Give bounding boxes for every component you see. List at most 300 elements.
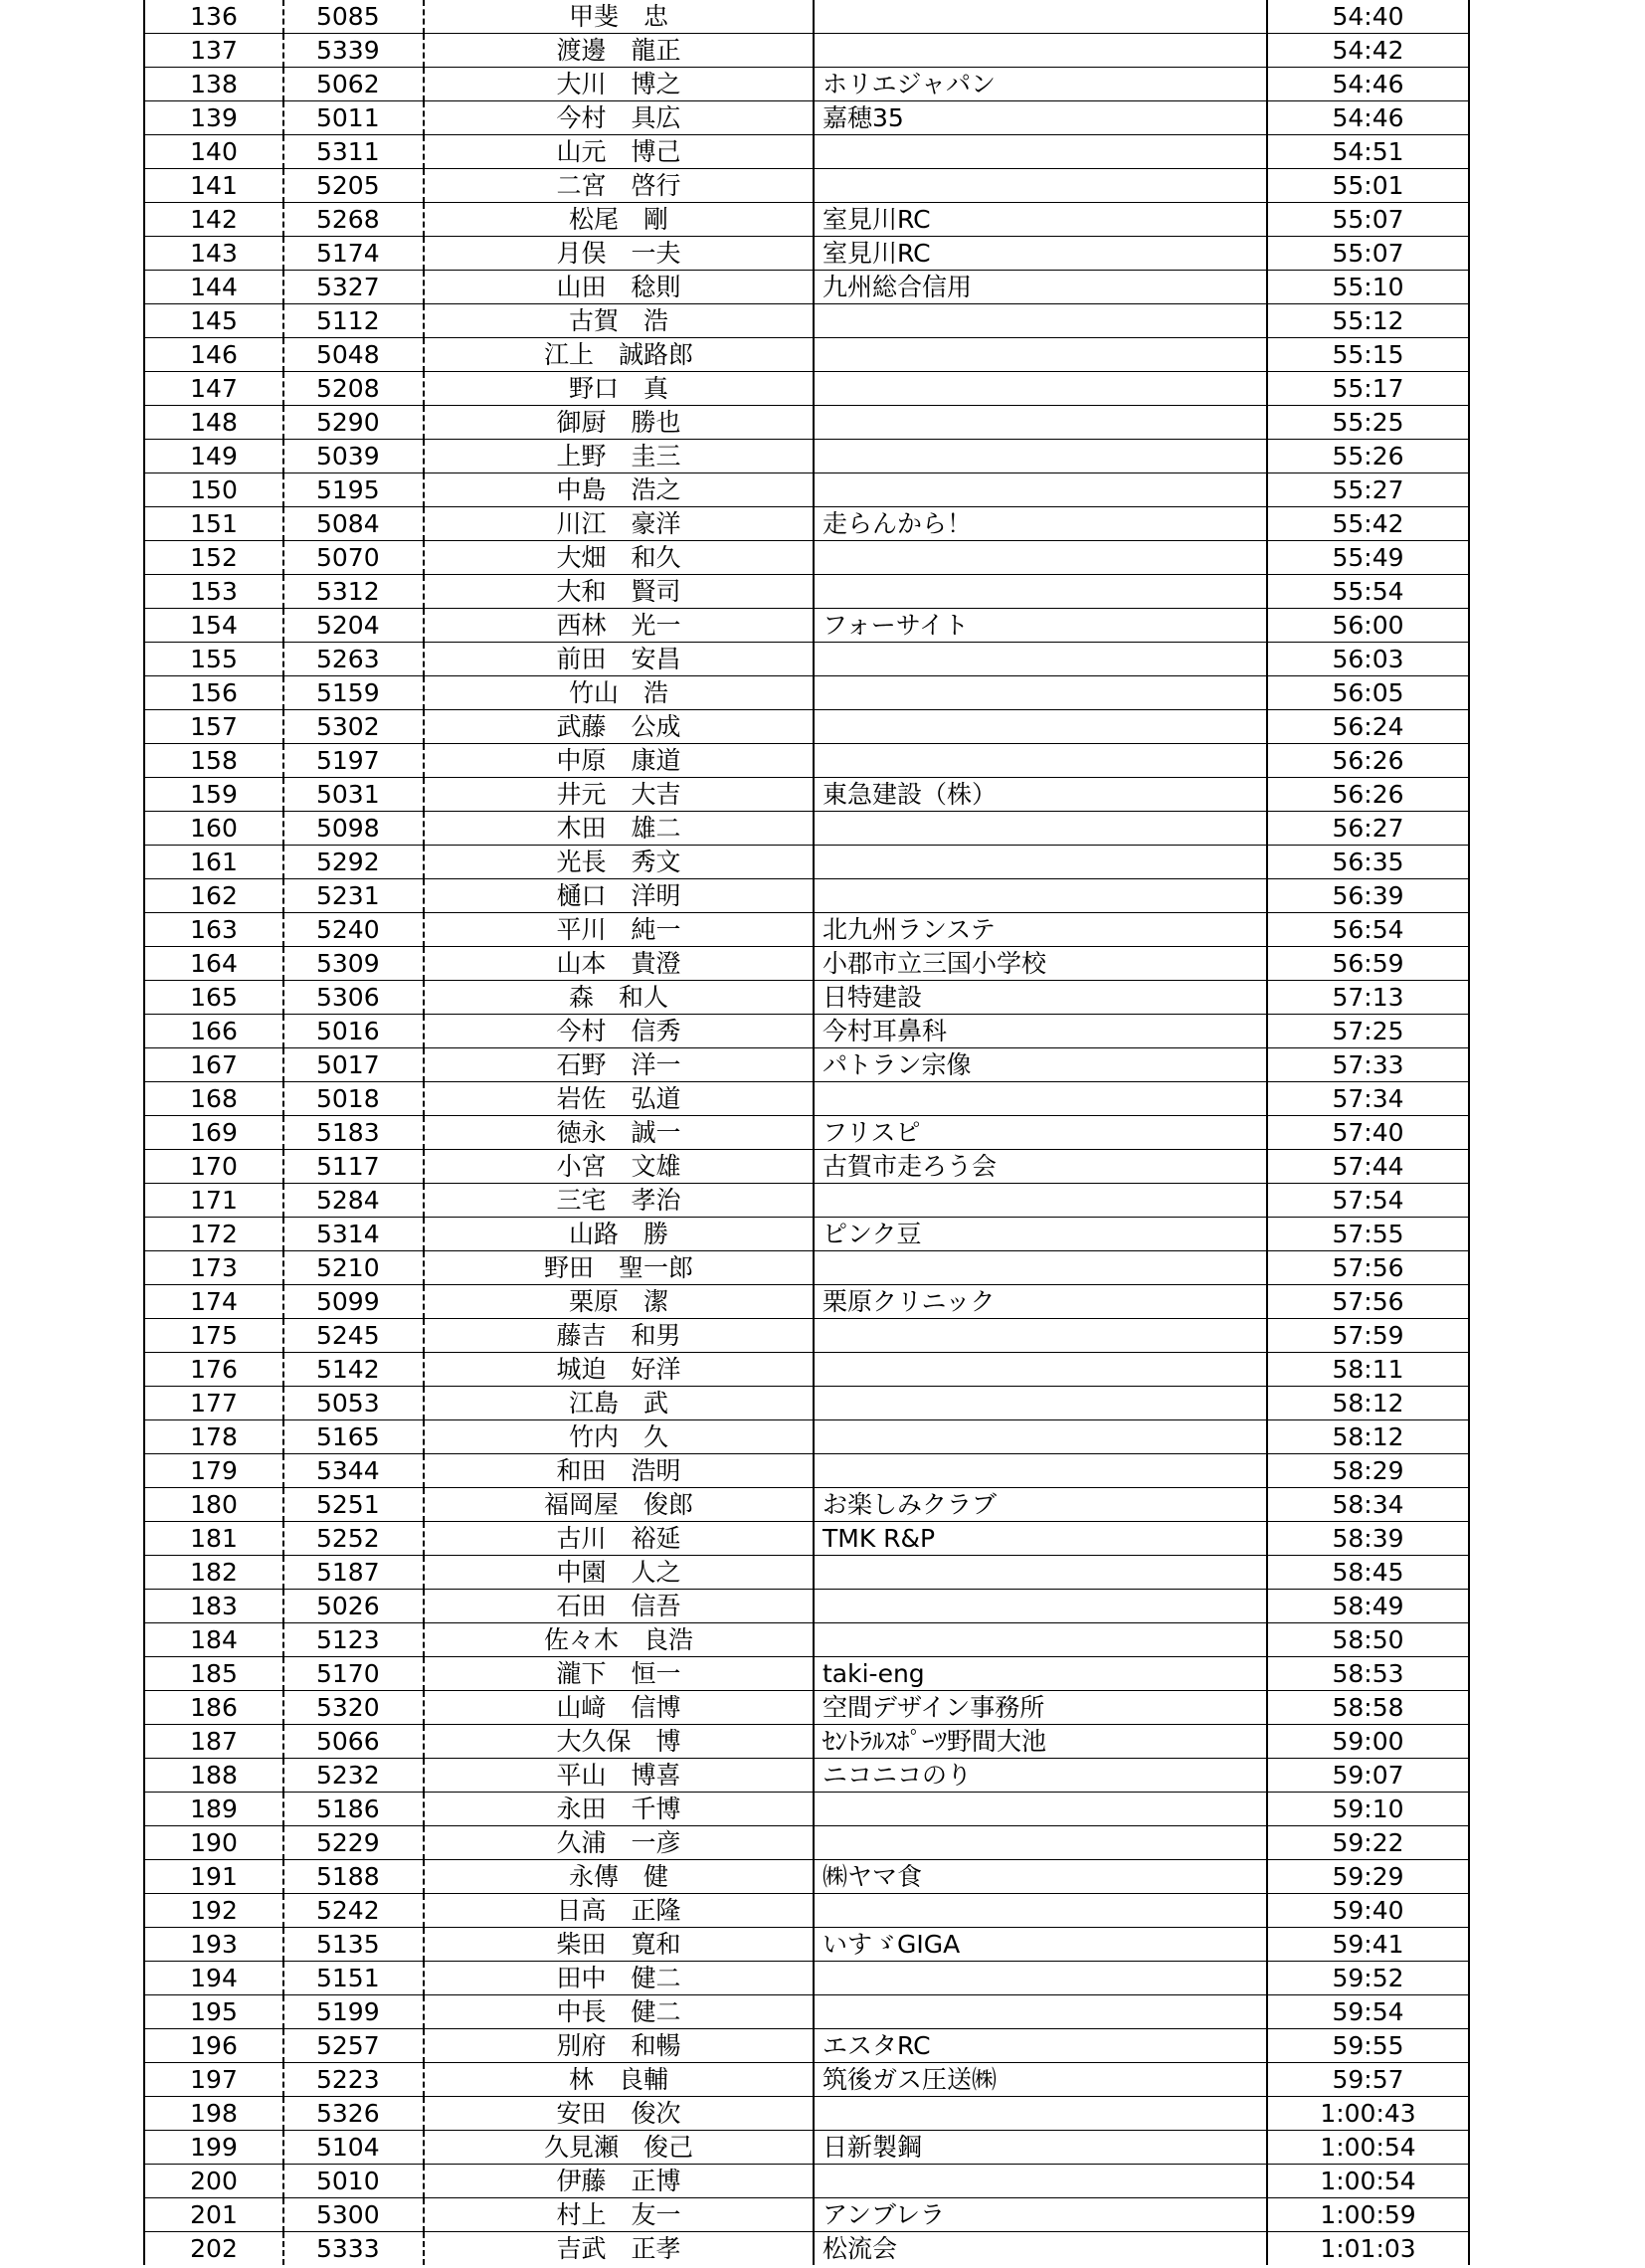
team-cell [814, 676, 1267, 710]
bib-cell: 5339 [283, 34, 424, 68]
table-row [144, 68, 1469, 101]
place-cell: 142 [144, 203, 283, 237]
place-cell: 153 [144, 575, 283, 609]
team-cell [814, 1353, 1267, 1387]
place-cell: 190 [144, 1826, 283, 1860]
table-row [144, 1826, 1469, 1860]
table-row [144, 676, 1469, 710]
bib-cell: 5062 [283, 68, 424, 101]
place-cell: 143 [144, 237, 283, 271]
name-cell: 山﨑 信博 [424, 1691, 814, 1725]
team-cell [814, 406, 1267, 440]
place-cell: 173 [144, 1251, 283, 1285]
table-row [144, 203, 1469, 237]
team-cell [814, 338, 1267, 372]
name-cell: 月俣 一夫 [424, 237, 814, 271]
time-cell: 55:26 [1267, 440, 1469, 473]
name-cell: 佐々木 良浩 [424, 1623, 814, 1657]
place-cell: 186 [144, 1691, 283, 1725]
bib-cell: 5174 [283, 237, 424, 271]
bib-cell: 5309 [283, 947, 424, 981]
name-cell: 上野 圭三 [424, 440, 814, 473]
time-cell: 58:45 [1267, 1556, 1469, 1590]
place-cell: 200 [144, 2165, 283, 2198]
place-cell: 191 [144, 1860, 283, 1894]
table-row [144, 947, 1469, 981]
place-cell: 165 [144, 981, 283, 1015]
bib-cell: 5053 [283, 1387, 424, 1420]
place-cell: 172 [144, 1218, 283, 1251]
name-cell: 福岡屋 俊郎 [424, 1488, 814, 1522]
table-row [144, 1928, 1469, 1962]
table-row [144, 440, 1469, 473]
place-cell: 159 [144, 778, 283, 812]
time-cell: 54:40 [1267, 0, 1469, 34]
team-cell: 松流会 [814, 2232, 1267, 2266]
table-row [144, 778, 1469, 812]
place-cell: 141 [144, 169, 283, 203]
team-cell [814, 846, 1267, 879]
team-cell [814, 710, 1267, 744]
team-cell [814, 440, 1267, 473]
name-cell: 田中 健二 [424, 1962, 814, 1995]
bib-cell: 5314 [283, 1218, 424, 1251]
team-cell [814, 372, 1267, 406]
time-cell: 56:00 [1267, 609, 1469, 643]
name-cell: 吉武 正孝 [424, 2232, 814, 2266]
table-row [144, 1793, 1469, 1826]
time-cell: 56:27 [1267, 812, 1469, 846]
table-row [144, 643, 1469, 676]
team-cell [814, 575, 1267, 609]
team-cell [814, 34, 1267, 68]
table-row [144, 1251, 1469, 1285]
name-cell: 前田 安昌 [424, 643, 814, 676]
name-cell: 平川 純一 [424, 913, 814, 947]
name-cell: 江上 誠路郎 [424, 338, 814, 372]
bib-cell: 5066 [283, 1725, 424, 1759]
table-row [144, 507, 1469, 541]
table-row [144, 846, 1469, 879]
time-cell: 58:53 [1267, 1657, 1469, 1691]
time-cell: 55:27 [1267, 473, 1469, 507]
bib-cell: 5104 [283, 2131, 424, 2165]
table-row [144, 1082, 1469, 1116]
team-cell: 九州総合信用 [814, 271, 1267, 304]
table-row [144, 338, 1469, 372]
bib-cell: 5263 [283, 643, 424, 676]
team-cell [814, 1387, 1267, 1420]
place-cell: 160 [144, 812, 283, 846]
bib-cell: 5098 [283, 812, 424, 846]
team-cell [814, 1251, 1267, 1285]
time-cell: 57:59 [1267, 1319, 1469, 1353]
bib-cell: 5197 [283, 744, 424, 778]
name-cell: 西林 光一 [424, 609, 814, 643]
place-cell: 187 [144, 1725, 283, 1759]
team-cell: 室見川RC [814, 237, 1267, 271]
bib-cell: 5117 [283, 1150, 424, 1184]
time-cell: 55:54 [1267, 575, 1469, 609]
table-row [144, 1657, 1469, 1691]
name-cell: 渡邊 龍正 [424, 34, 814, 68]
time-cell: 54:51 [1267, 135, 1469, 169]
team-cell: フリスピ [814, 1116, 1267, 1150]
name-cell: 永傳 健 [424, 1860, 814, 1894]
team-cell [814, 1184, 1267, 1218]
time-cell: 58:11 [1267, 1353, 1469, 1387]
time-cell: 55:10 [1267, 271, 1469, 304]
team-cell: 北九州ランステ [814, 913, 1267, 947]
bib-cell: 5151 [283, 1962, 424, 1995]
time-cell: 59:07 [1267, 1759, 1469, 1793]
place-cell: 139 [144, 101, 283, 135]
name-cell: 久浦 一彦 [424, 1826, 814, 1860]
place-cell: 150 [144, 473, 283, 507]
place-cell: 184 [144, 1623, 283, 1657]
bib-cell: 5232 [283, 1759, 424, 1793]
bib-cell: 5187 [283, 1556, 424, 1590]
bib-cell: 5195 [283, 473, 424, 507]
bib-cell: 5326 [283, 2097, 424, 2131]
time-cell: 1:00:54 [1267, 2131, 1469, 2165]
name-cell: 山路 勝 [424, 1218, 814, 1251]
place-cell: 185 [144, 1657, 283, 1691]
time-cell: 57:44 [1267, 1150, 1469, 1184]
name-cell: 大和 賢司 [424, 575, 814, 609]
name-cell: 中原 康道 [424, 744, 814, 778]
name-cell: 中長 健二 [424, 1995, 814, 2029]
table-row [144, 710, 1469, 744]
table-row [144, 1759, 1469, 1793]
bib-cell: 5135 [283, 1928, 424, 1962]
name-cell: 古川 裕延 [424, 1522, 814, 1556]
place-cell: 183 [144, 1590, 283, 1623]
bib-cell: 5112 [283, 304, 424, 338]
team-cell [814, 473, 1267, 507]
table-row [144, 237, 1469, 271]
name-cell: 樋口 洋明 [424, 879, 814, 913]
team-cell [814, 1623, 1267, 1657]
table-row [144, 1725, 1469, 1759]
name-cell: 甲斐 忠 [424, 0, 814, 34]
team-cell: お楽しみクラブ [814, 1488, 1267, 1522]
name-cell: 竹内 久 [424, 1420, 814, 1454]
name-cell: 古賀 浩 [424, 304, 814, 338]
table-row [144, 1623, 1469, 1657]
time-cell: 55:49 [1267, 541, 1469, 575]
table-row [144, 2165, 1469, 2198]
name-cell: 栗原 潔 [424, 1285, 814, 1319]
time-cell: 59:29 [1267, 1860, 1469, 1894]
bib-cell: 5039 [283, 440, 424, 473]
place-cell: 178 [144, 1420, 283, 1454]
name-cell: 瀧下 恒一 [424, 1657, 814, 1691]
table-row [144, 1218, 1469, 1251]
place-cell: 138 [144, 68, 283, 101]
team-cell: ホリエジャパン [814, 68, 1267, 101]
name-cell: 江島 武 [424, 1387, 814, 1420]
time-cell: 55:01 [1267, 169, 1469, 203]
table-row [144, 1387, 1469, 1420]
place-cell: 162 [144, 879, 283, 913]
place-cell: 148 [144, 406, 283, 440]
time-cell: 58:34 [1267, 1488, 1469, 1522]
name-cell: 伊藤 正博 [424, 2165, 814, 2198]
time-cell: 58:12 [1267, 1387, 1469, 1420]
name-cell: 平山 博喜 [424, 1759, 814, 1793]
team-cell [814, 744, 1267, 778]
name-cell: 石野 洋一 [424, 1048, 814, 1082]
bib-cell: 5010 [283, 2165, 424, 2198]
name-cell: 林 良輔 [424, 2063, 814, 2097]
time-cell: 57:56 [1267, 1285, 1469, 1319]
table-row [144, 1015, 1469, 1048]
place-cell: 179 [144, 1454, 283, 1488]
team-cell [814, 643, 1267, 676]
table-row [144, 2198, 1469, 2232]
time-cell: 58:58 [1267, 1691, 1469, 1725]
table-row [144, 1860, 1469, 1894]
name-cell: 中園 人之 [424, 1556, 814, 1590]
table-row [144, 879, 1469, 913]
time-cell: 57:25 [1267, 1015, 1469, 1048]
bib-cell: 5204 [283, 609, 424, 643]
time-cell: 59:10 [1267, 1793, 1469, 1826]
name-cell: 山本 貴澄 [424, 947, 814, 981]
time-cell: 57:34 [1267, 1082, 1469, 1116]
place-cell: 192 [144, 1894, 283, 1928]
team-cell [814, 135, 1267, 169]
time-cell: 56:26 [1267, 744, 1469, 778]
name-cell: 竹山 浩 [424, 676, 814, 710]
team-cell: TMK R&P [814, 1522, 1267, 1556]
place-cell: 188 [144, 1759, 283, 1793]
table-row [144, 812, 1469, 846]
team-cell: 日新製鋼 [814, 2131, 1267, 2165]
team-cell: 走らんから！ [814, 507, 1267, 541]
time-cell: 59:22 [1267, 1826, 1469, 1860]
bib-cell: 5223 [283, 2063, 424, 2097]
name-cell: 岩佐 弘道 [424, 1082, 814, 1116]
place-cell: 175 [144, 1319, 283, 1353]
bib-cell: 5165 [283, 1420, 424, 1454]
name-cell: 川江 豪洋 [424, 507, 814, 541]
place-cell: 171 [144, 1184, 283, 1218]
time-cell: 58:29 [1267, 1454, 1469, 1488]
bib-cell: 5306 [283, 981, 424, 1015]
bib-cell: 5048 [283, 338, 424, 372]
bib-cell: 5188 [283, 1860, 424, 1894]
place-cell: 198 [144, 2097, 283, 2131]
time-cell: 57:54 [1267, 1184, 1469, 1218]
team-cell: いすゞGIGA [814, 1928, 1267, 1962]
name-cell: 柴田 寛和 [424, 1928, 814, 1962]
bib-cell: 5018 [283, 1082, 424, 1116]
team-cell [814, 1420, 1267, 1454]
table-row [144, 1150, 1469, 1184]
bib-cell: 5123 [283, 1623, 424, 1657]
table-row [144, 473, 1469, 507]
team-cell: 栗原クリニック [814, 1285, 1267, 1319]
name-cell: 久見瀬 俊己 [424, 2131, 814, 2165]
team-cell: taki-eng [814, 1657, 1267, 1691]
bib-cell: 5302 [283, 710, 424, 744]
time-cell: 58:39 [1267, 1522, 1469, 1556]
place-cell: 164 [144, 947, 283, 981]
team-cell [814, 1962, 1267, 1995]
time-cell: 59:57 [1267, 2063, 1469, 2097]
place-cell: 194 [144, 1962, 283, 1995]
time-cell: 54:46 [1267, 101, 1469, 135]
table-row [144, 2029, 1469, 2063]
name-cell: 大久保 博 [424, 1725, 814, 1759]
table-row [144, 2232, 1469, 2266]
time-cell: 57:55 [1267, 1218, 1469, 1251]
name-cell: 小宮 文雄 [424, 1150, 814, 1184]
place-cell: 189 [144, 1793, 283, 1826]
table-row [144, 1894, 1469, 1928]
bib-cell: 5327 [283, 271, 424, 304]
time-cell: 55:25 [1267, 406, 1469, 440]
time-cell: 58:12 [1267, 1420, 1469, 1454]
table-row [144, 981, 1469, 1015]
time-cell: 56:05 [1267, 676, 1469, 710]
team-cell [814, 1826, 1267, 1860]
place-cell: 161 [144, 846, 283, 879]
time-cell: 56:26 [1267, 778, 1469, 812]
time-cell: 59:54 [1267, 1995, 1469, 2029]
bib-cell: 5085 [283, 0, 424, 34]
place-cell: 152 [144, 541, 283, 575]
time-cell: 56:39 [1267, 879, 1469, 913]
name-cell: 和田 浩明 [424, 1454, 814, 1488]
name-cell: 野田 聖一郎 [424, 1251, 814, 1285]
team-cell [814, 1082, 1267, 1116]
team-cell [814, 2165, 1267, 2198]
time-cell: 56:59 [1267, 947, 1469, 981]
team-cell [814, 304, 1267, 338]
table-row [144, 1454, 1469, 1488]
place-cell: 196 [144, 2029, 283, 2063]
time-cell: 54:42 [1267, 34, 1469, 68]
team-cell: ピンク豆 [814, 1218, 1267, 1251]
bib-cell: 5252 [283, 1522, 424, 1556]
bib-cell: 5070 [283, 541, 424, 575]
team-cell: 空間デザイン事務所 [814, 1691, 1267, 1725]
name-cell: 森 和人 [424, 981, 814, 1015]
place-cell: 163 [144, 913, 283, 947]
team-cell [814, 1590, 1267, 1623]
place-cell: 166 [144, 1015, 283, 1048]
bib-cell: 5242 [283, 1894, 424, 1928]
table-row [144, 2131, 1469, 2165]
team-cell [814, 1793, 1267, 1826]
team-cell [814, 541, 1267, 575]
table-row [144, 271, 1469, 304]
place-cell: 174 [144, 1285, 283, 1319]
table-row [144, 169, 1469, 203]
team-cell [814, 1319, 1267, 1353]
time-cell: 55:17 [1267, 372, 1469, 406]
bib-cell: 5017 [283, 1048, 424, 1082]
table-row [144, 135, 1469, 169]
team-cell [814, 812, 1267, 846]
team-cell: アンブレラ [814, 2198, 1267, 2232]
time-cell: 55:12 [1267, 304, 1469, 338]
time-cell: 1:00:59 [1267, 2198, 1469, 2232]
place-cell: 201 [144, 2198, 283, 2232]
place-cell: 158 [144, 744, 283, 778]
bib-cell: 5229 [283, 1826, 424, 1860]
place-cell: 167 [144, 1048, 283, 1082]
place-cell: 136 [144, 0, 283, 34]
bib-cell: 5199 [283, 1995, 424, 2029]
place-cell: 169 [144, 1116, 283, 1150]
table-row [144, 1116, 1469, 1150]
place-cell: 157 [144, 710, 283, 744]
table-row [144, 1995, 1469, 2029]
place-cell: 195 [144, 1995, 283, 2029]
team-cell [814, 1454, 1267, 1488]
time-cell: 56:03 [1267, 643, 1469, 676]
table-row [144, 744, 1469, 778]
bib-cell: 5257 [283, 2029, 424, 2063]
name-cell: 別府 和暢 [424, 2029, 814, 2063]
table-row [144, 2097, 1469, 2131]
name-cell: 今村 信秀 [424, 1015, 814, 1048]
name-cell: 大畑 和久 [424, 541, 814, 575]
place-cell: 145 [144, 304, 283, 338]
table-row [144, 1590, 1469, 1623]
bib-cell: 5231 [283, 879, 424, 913]
name-cell: 光長 秀文 [424, 846, 814, 879]
bib-cell: 5268 [283, 203, 424, 237]
table-row [144, 575, 1469, 609]
place-cell: 156 [144, 676, 283, 710]
name-cell: 石田 信吾 [424, 1590, 814, 1623]
place-cell: 176 [144, 1353, 283, 1387]
name-cell: 三宅 孝治 [424, 1184, 814, 1218]
place-cell: 144 [144, 271, 283, 304]
name-cell: 山田 稔則 [424, 271, 814, 304]
time-cell: 59:55 [1267, 2029, 1469, 2063]
name-cell: 木田 雄二 [424, 812, 814, 846]
time-cell: 54:46 [1267, 68, 1469, 101]
place-cell: 146 [144, 338, 283, 372]
place-cell: 197 [144, 2063, 283, 2097]
time-cell: 55:42 [1267, 507, 1469, 541]
place-cell: 182 [144, 1556, 283, 1590]
place-cell: 202 [144, 2232, 283, 2266]
bib-cell: 5333 [283, 2232, 424, 2266]
bib-cell: 5208 [283, 372, 424, 406]
team-cell [814, 1894, 1267, 1928]
name-cell: 中島 浩之 [424, 473, 814, 507]
place-cell: 155 [144, 643, 283, 676]
bib-cell: 5240 [283, 913, 424, 947]
time-cell: 55:07 [1267, 203, 1469, 237]
team-cell: 今村耳鼻科 [814, 1015, 1267, 1048]
bib-cell: 5312 [283, 575, 424, 609]
bib-cell: 5205 [283, 169, 424, 203]
place-cell: 193 [144, 1928, 283, 1962]
name-cell: 永田 千博 [424, 1793, 814, 1826]
name-cell: 井元 大吉 [424, 778, 814, 812]
bib-cell: 5320 [283, 1691, 424, 1725]
team-cell [814, 2097, 1267, 2131]
time-cell: 59:41 [1267, 1928, 1469, 1962]
